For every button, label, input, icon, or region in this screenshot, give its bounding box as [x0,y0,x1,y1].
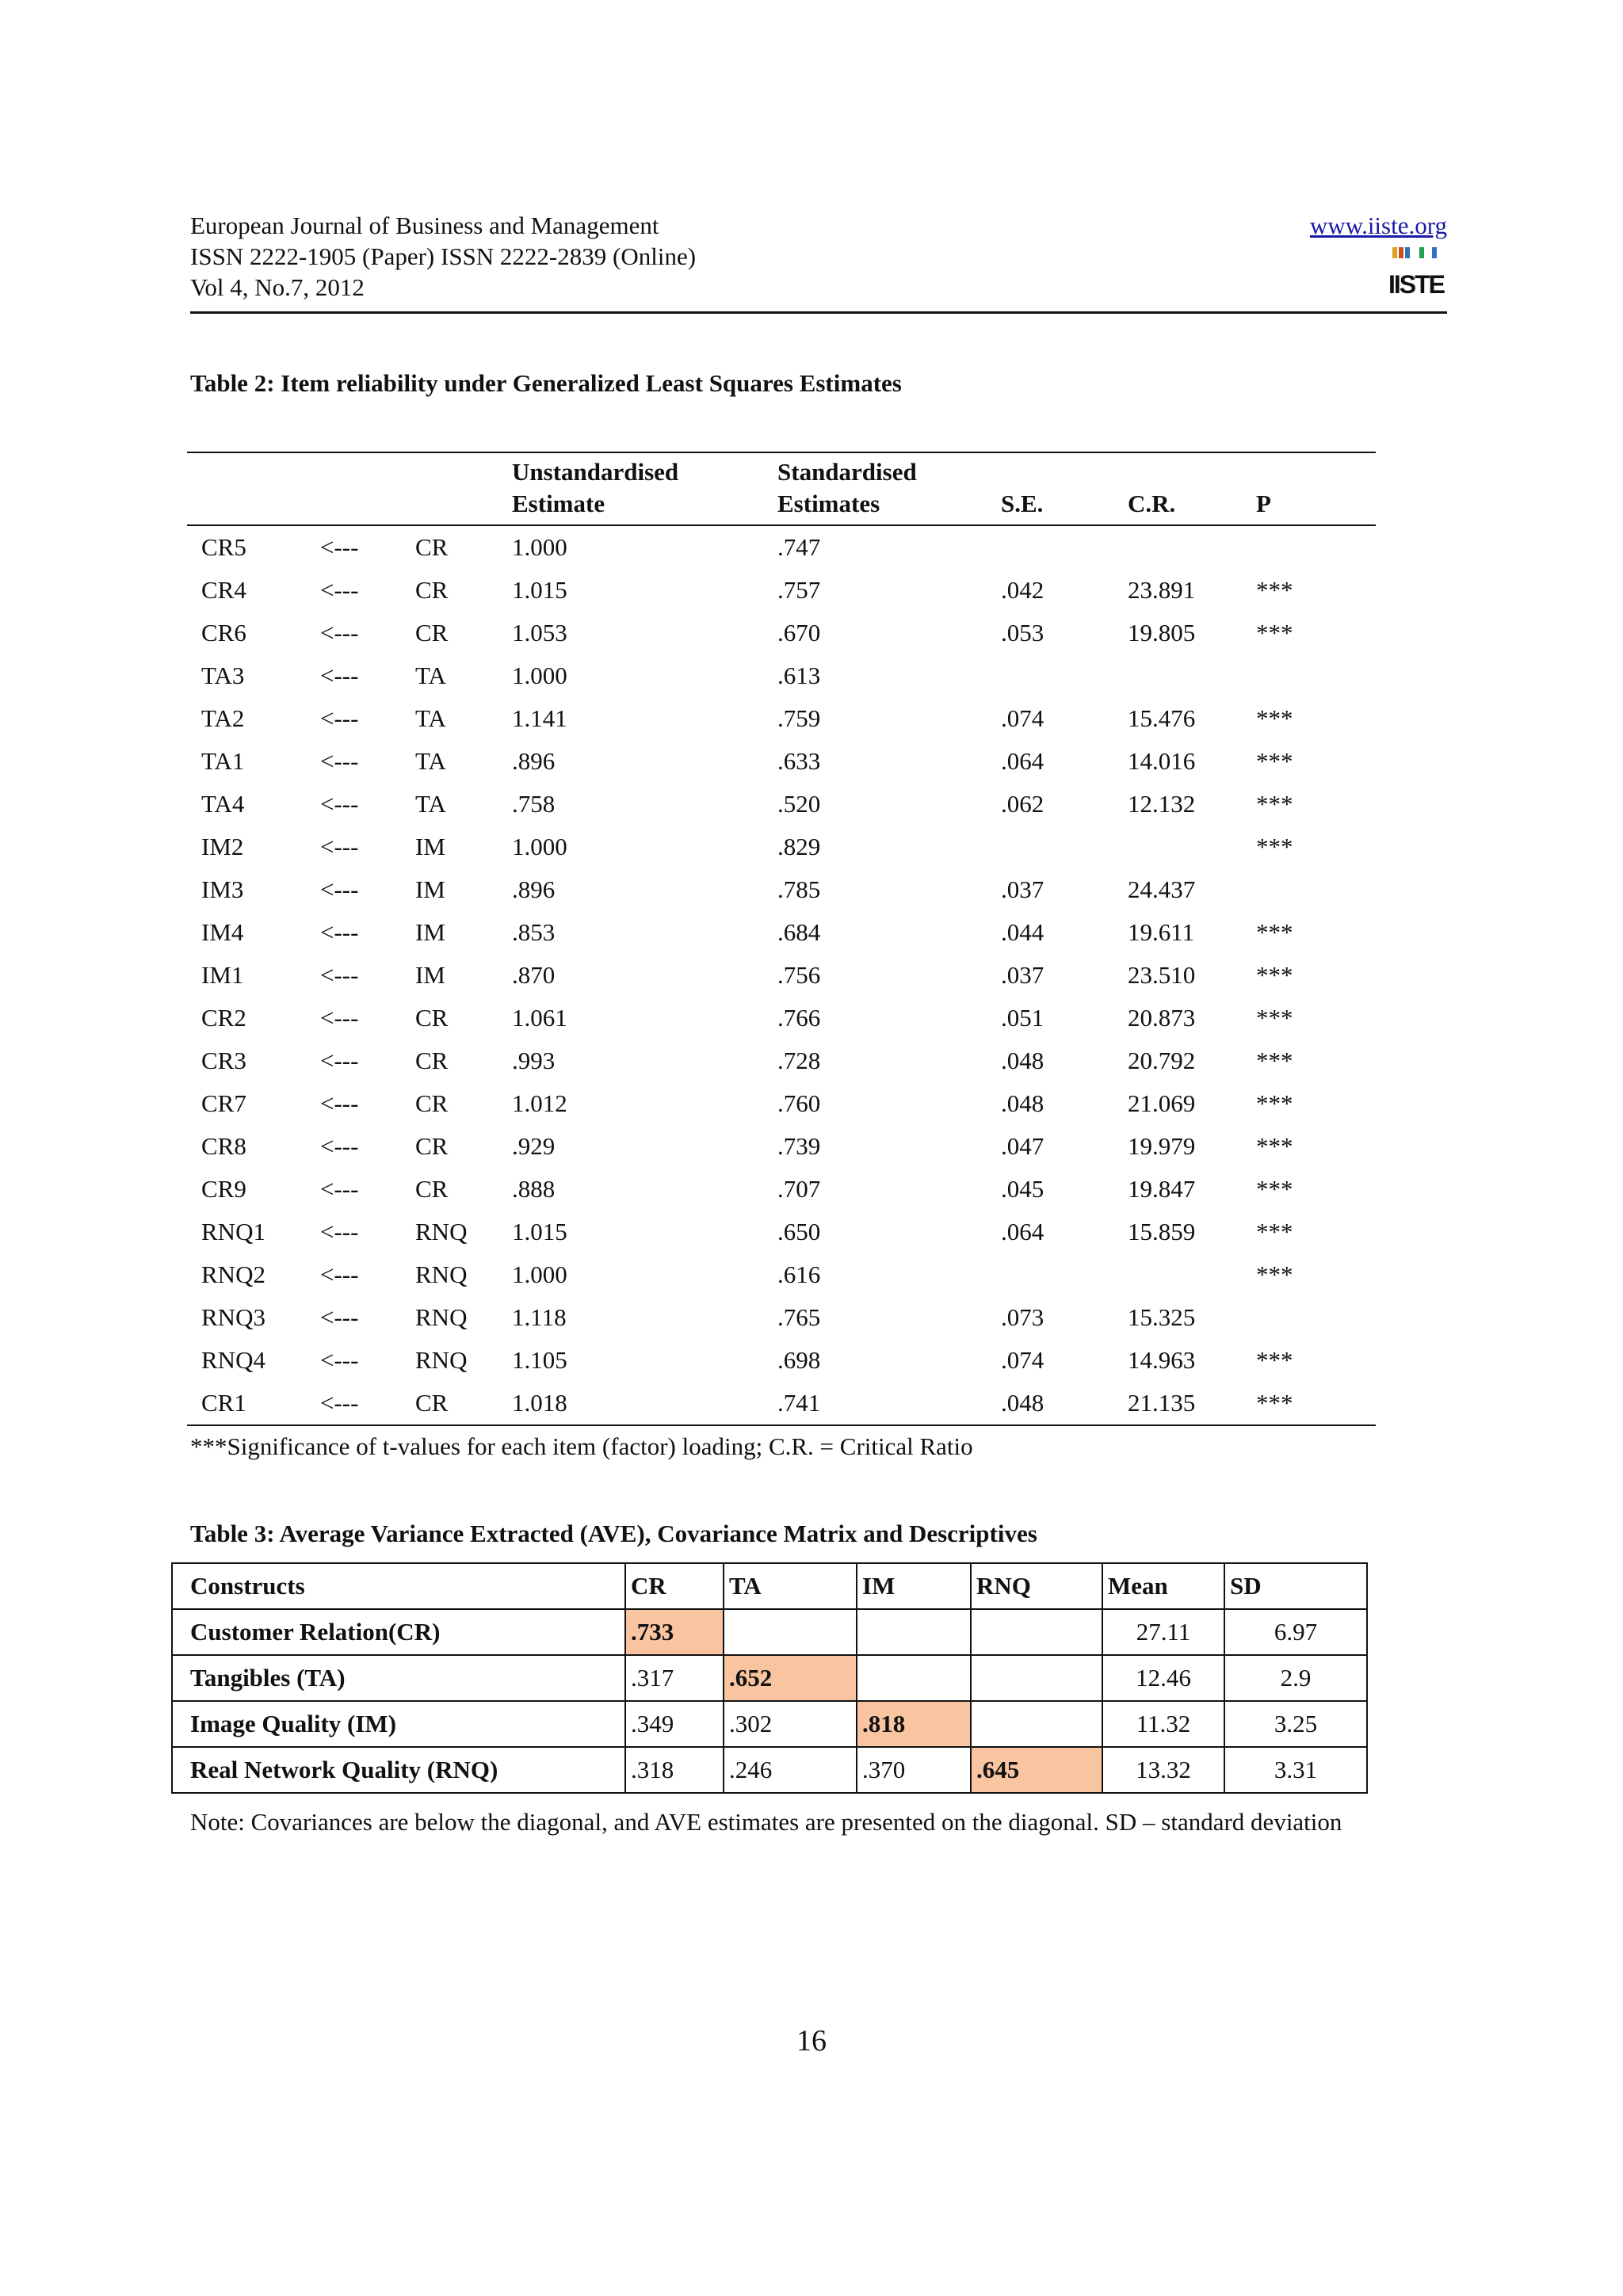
cell-cr: 21.069 [1128,1089,1196,1117]
header-se: S.E. [1001,490,1044,517]
cell-se: .048 [1001,1089,1044,1117]
cell-arrow: <--- [320,1389,359,1417]
cell-cr: 23.891 [1128,576,1196,604]
cell-std: .616 [777,1261,821,1288]
table-row [187,1382,1376,1425]
cell-arrow: <--- [320,961,359,989]
table-row [187,826,1376,868]
page-number: 16 [796,2024,827,2058]
cell-se: .051 [1001,1004,1044,1032]
cell-p: *** [1256,1346,1293,1374]
header-ta: TA [724,1563,857,1609]
cell-std: .707 [777,1175,821,1203]
table-row [187,1168,1376,1211]
cell-se: .053 [1001,619,1044,646]
cell-p: *** [1256,704,1293,732]
header-rnq: RNQ [971,1563,1102,1609]
cell-item: TA2 [201,704,245,732]
cell-cr: 15.325 [1128,1303,1196,1331]
table3-title: Table 3: Average Variance Extracted (AVE), Covariance Matrix and Descriptives [190,1520,1037,1547]
cell-p: *** [1256,961,1293,989]
cell-cr [1128,525,1256,569]
header-cr: CR [625,1563,724,1609]
website-link[interactable]: www.iiste.org [1309,212,1447,239]
cell-p [1256,868,1376,911]
cell-construct: RNQ [415,1218,468,1245]
table-row [187,697,1376,740]
table2-title: Table 2: Item reliability under Generalized Least Squares Estimates [190,369,902,397]
cell-item: CR7 [201,1089,246,1117]
header-p: P [1256,490,1271,517]
cell-arrow: <--- [320,533,359,561]
cell-construct: Tangibles (TA) [172,1655,625,1701]
cell-item: CR1 [201,1389,246,1417]
cell-construct: TA [415,704,446,732]
cell-im: .818 [857,1701,971,1747]
cell-ta: .302 [724,1701,857,1747]
cell-cr: 20.792 [1128,1047,1196,1074]
cell-rnq [971,1655,1102,1701]
cell-std: .698 [777,1346,821,1374]
cell-p [1256,525,1376,569]
cell-arrow: <--- [320,704,359,732]
cell-se: .064 [1001,1218,1044,1245]
cell-item: CR2 [201,1004,246,1032]
cell-std: .741 [777,1389,821,1417]
cell-ta: .652 [724,1655,857,1701]
cell-std: .829 [777,833,821,860]
table-row [172,1655,1367,1701]
cell-construct: RNQ [415,1303,468,1331]
cell-item: RNQ4 [201,1346,265,1374]
cell-construct: IM [415,918,445,946]
cell-rnq: .645 [971,1747,1102,1793]
cell-p: *** [1256,1175,1293,1203]
cell-unstd: .993 [512,1047,556,1074]
cell-arrow: <--- [320,1346,359,1374]
cell-item: IM3 [201,875,244,903]
cell-p: *** [1256,833,1293,860]
cell-construct: CR [415,1175,449,1203]
cell-se [1001,525,1128,569]
cell-std: .760 [777,1089,821,1117]
cell-arrow: <--- [320,1132,359,1160]
cell-arrow: <--- [320,1004,359,1032]
header-constructs: Constructs [172,1563,625,1609]
cell-sd: 3.31 [1224,1747,1367,1793]
cell-im: .370 [857,1747,971,1793]
cell-unstd: 1.000 [512,1261,567,1288]
cell-std: .520 [777,790,821,818]
cell-p: *** [1256,1218,1293,1245]
cell-unstd: 1.000 [512,533,567,561]
cell-item: IM1 [201,961,244,989]
cell-cr: .349 [625,1701,724,1747]
cell-construct: RNQ [415,1261,468,1288]
cell-p [1256,654,1376,697]
table3-header-row [172,1563,1367,1609]
cell-cr: 21.135 [1128,1389,1196,1417]
journal-issn: ISSN 2222-1905 (Paper) ISSN 2222-2839 (Online) [190,242,697,270]
cell-unstd: .870 [512,961,556,989]
table-row [187,911,1376,954]
cell-se [1001,826,1128,868]
cell-p: *** [1256,918,1293,946]
cell-cr: 19.805 [1128,619,1196,646]
cell-std: .739 [777,1132,821,1160]
table-row [187,1082,1376,1125]
cell-std: .756 [777,961,821,989]
cell-se: .045 [1001,1175,1044,1203]
table-row [187,1253,1376,1296]
cell-item: CR5 [201,533,246,561]
cell-cr: 19.847 [1128,1175,1196,1203]
table-row [187,954,1376,997]
cell-arrow: <--- [320,875,359,903]
cell-item: TA3 [201,662,245,689]
cell-se: .074 [1001,1346,1044,1374]
cell-construct: IM [415,961,445,989]
table-row [172,1609,1367,1655]
header-sd: SD [1224,1563,1367,1609]
cell-construct: IM [415,833,445,860]
cell-cr: .318 [625,1747,724,1793]
cell-p [1256,1296,1376,1339]
cell-item: IM4 [201,918,244,946]
cell-item: RNQ1 [201,1218,265,1245]
cell-unstd: .896 [512,875,556,903]
cell-arrow: <--- [320,619,359,646]
cell-std: .747 [777,533,821,561]
cell-unstd: 1.118 [512,1303,567,1331]
journal-volume: Vol 4, No.7, 2012 [190,273,365,301]
cell-unstd: 1.015 [512,1218,567,1245]
cell-p: *** [1256,1389,1293,1417]
cell-unstd: 1.015 [512,576,567,604]
cell-cr: 19.979 [1128,1132,1196,1160]
cell-std: .633 [777,747,821,775]
cell-cr: 15.476 [1128,704,1196,732]
cell-arrow: <--- [320,1218,359,1245]
cell-p: *** [1256,1132,1293,1160]
cell-sd: 2.9 [1224,1655,1367,1701]
cell-rnq [971,1609,1102,1655]
cell-arrow: <--- [320,662,359,689]
cell-cr: 14.963 [1128,1346,1196,1374]
cell-unstd: .929 [512,1132,556,1160]
cell-construct: TA [415,747,446,775]
cell-im [857,1609,971,1655]
cell-se: .074 [1001,704,1044,732]
cell-item: RNQ3 [201,1303,265,1331]
cell-construct: CR [415,1389,449,1417]
cell-p: *** [1256,790,1293,818]
table-row [187,1211,1376,1253]
cell-item: CR6 [201,619,246,646]
cell-construct: TA [415,790,446,818]
cell-sd: 6.97 [1224,1609,1367,1655]
cell-construct: CR [415,619,449,646]
table2-header-row [187,452,1376,525]
cell-item: TA1 [201,747,245,775]
cell-construct: Image Quality (IM) [172,1701,625,1747]
cell-unstd: 1.141 [512,704,567,732]
cell-unstd: .896 [512,747,556,775]
cell-std: .785 [777,875,821,903]
cell-construct: CR [415,533,449,561]
cell-unstd: .888 [512,1175,556,1203]
cell-p: *** [1256,1047,1293,1074]
cell-arrow: <--- [320,1089,359,1117]
cell-cr: 12.132 [1128,790,1196,818]
cell-item: TA4 [201,790,245,818]
cell-item: CR9 [201,1175,246,1203]
table-row [187,525,1376,569]
cell-sd: 3.25 [1224,1701,1367,1747]
cell-arrow: <--- [320,790,359,818]
cell-cr: .317 [625,1655,724,1701]
cell-std: .765 [777,1303,821,1331]
cell-unstd: .758 [512,790,556,818]
table-row [187,569,1376,612]
table-row [187,1296,1376,1339]
cell-cr: 19.611 [1128,918,1195,946]
table2-note: ***Significance of t-values for each item (factor) loading; C.R. = Critical Ratio [190,1432,973,1460]
cell-p: *** [1256,747,1293,775]
table2 [187,452,1376,1426]
cell-p: *** [1256,1261,1293,1288]
cell-cr: 15.859 [1128,1218,1196,1245]
journal-header [190,210,696,303]
cell-ta: .246 [724,1747,857,1793]
cell-arrow: <--- [320,747,359,775]
cell-std: .766 [777,1004,821,1032]
cell-arrow: <--- [320,1047,359,1074]
table3-note: Note: Covariances are below the diagonal, and AVE estimates are presented on the diagonal. SD – standard deviation [190,1808,1342,1836]
cell-unstd: .853 [512,918,556,946]
cell-construct: Real Network Quality (RNQ) [172,1747,625,1793]
cell-construct: CR [415,1132,449,1160]
cell-p: *** [1256,576,1293,604]
cell-item: CR8 [201,1132,246,1160]
table-row [187,1339,1376,1382]
table-row [187,1125,1376,1168]
iiste-logo-icon [1388,244,1445,301]
table-row [187,868,1376,911]
cell-std: .613 [777,662,821,689]
header-cr: C.R. [1128,490,1176,517]
header-rule [190,311,1447,314]
cell-cr: 20.873 [1128,1004,1196,1032]
cell-se: .044 [1001,918,1044,946]
table-row [187,997,1376,1039]
cell-mean: 12.46 [1102,1655,1224,1701]
cell-std: .757 [777,576,821,604]
table-row [172,1747,1367,1793]
cell-cr [1128,826,1256,868]
cell-std: .670 [777,619,821,646]
header-im: IM [857,1563,971,1609]
cell-unstd: 1.105 [512,1346,567,1374]
table-row [187,783,1376,826]
cell-cr [1128,1253,1256,1296]
cell-im [857,1655,971,1701]
table-row [187,1039,1376,1082]
cell-unstd: 1.053 [512,619,567,646]
cell-item: IM2 [201,833,244,860]
cell-ta [724,1609,857,1655]
journal-name: European Journal of Business and Management [190,212,659,239]
table-row [187,612,1376,654]
cell-arrow: <--- [320,833,359,860]
cell-se: .062 [1001,790,1044,818]
cell-se: .037 [1001,875,1044,903]
cell-construct: CR [415,1004,449,1032]
cell-std: .684 [777,918,821,946]
cell-std: .759 [777,704,821,732]
cell-arrow: <--- [320,1261,359,1288]
cell-se: .064 [1001,747,1044,775]
cell-cr: 24.437 [1128,875,1196,903]
cell-arrow: <--- [320,918,359,946]
cell-item: CR3 [201,1047,246,1074]
table-row [187,654,1376,697]
cell-cr: 23.510 [1128,961,1196,989]
cell-construct: IM [415,875,445,903]
cell-rnq [971,1701,1102,1747]
cell-arrow: <--- [320,1175,359,1203]
cell-unstd: 1.000 [512,833,567,860]
cell-construct: RNQ [415,1346,468,1374]
cell-se: .047 [1001,1132,1044,1160]
cell-unstd: 1.018 [512,1389,567,1417]
cell-se: .048 [1001,1047,1044,1074]
cell-construct: Customer Relation(CR) [172,1609,625,1655]
header-unstandardised: Unstandardised Estimate [512,458,679,517]
cell-p: *** [1256,1089,1293,1117]
cell-cr [1128,654,1256,697]
cell-p: *** [1256,1004,1293,1032]
cell-mean: 13.32 [1102,1747,1224,1793]
header-standardised: Standardised Estimates [777,458,917,517]
cell-cr: .733 [625,1609,724,1655]
cell-unstd: 1.000 [512,662,567,689]
cell-mean: 11.32 [1102,1701,1224,1747]
table3 [171,1562,1368,1794]
cell-p: *** [1256,619,1293,646]
cell-unstd: 1.061 [512,1004,567,1032]
cell-se [1001,1253,1128,1296]
cell-item: CR4 [201,576,246,604]
cell-cr: 14.016 [1128,747,1196,775]
cell-std: .728 [777,1047,821,1074]
cell-construct: CR [415,1089,449,1117]
cell-se: .073 [1001,1303,1044,1331]
cell-mean: 27.11 [1102,1609,1224,1655]
cell-se: .037 [1001,961,1044,989]
cell-se [1001,654,1128,697]
cell-se: .042 [1001,576,1044,604]
cell-construct: TA [415,662,446,689]
cell-arrow: <--- [320,576,359,604]
cell-std: .650 [777,1218,821,1245]
table-row [172,1701,1367,1747]
header-mean: Mean [1102,1563,1224,1609]
cell-construct: CR [415,576,449,604]
cell-arrow: <--- [320,1303,359,1331]
cell-unstd: 1.012 [512,1089,567,1117]
table-row [187,740,1376,783]
svg-text:IISTE: IISTE [1388,270,1445,299]
cell-se: .048 [1001,1389,1044,1417]
cell-construct: CR [415,1047,449,1074]
cell-item: RNQ2 [201,1261,265,1288]
